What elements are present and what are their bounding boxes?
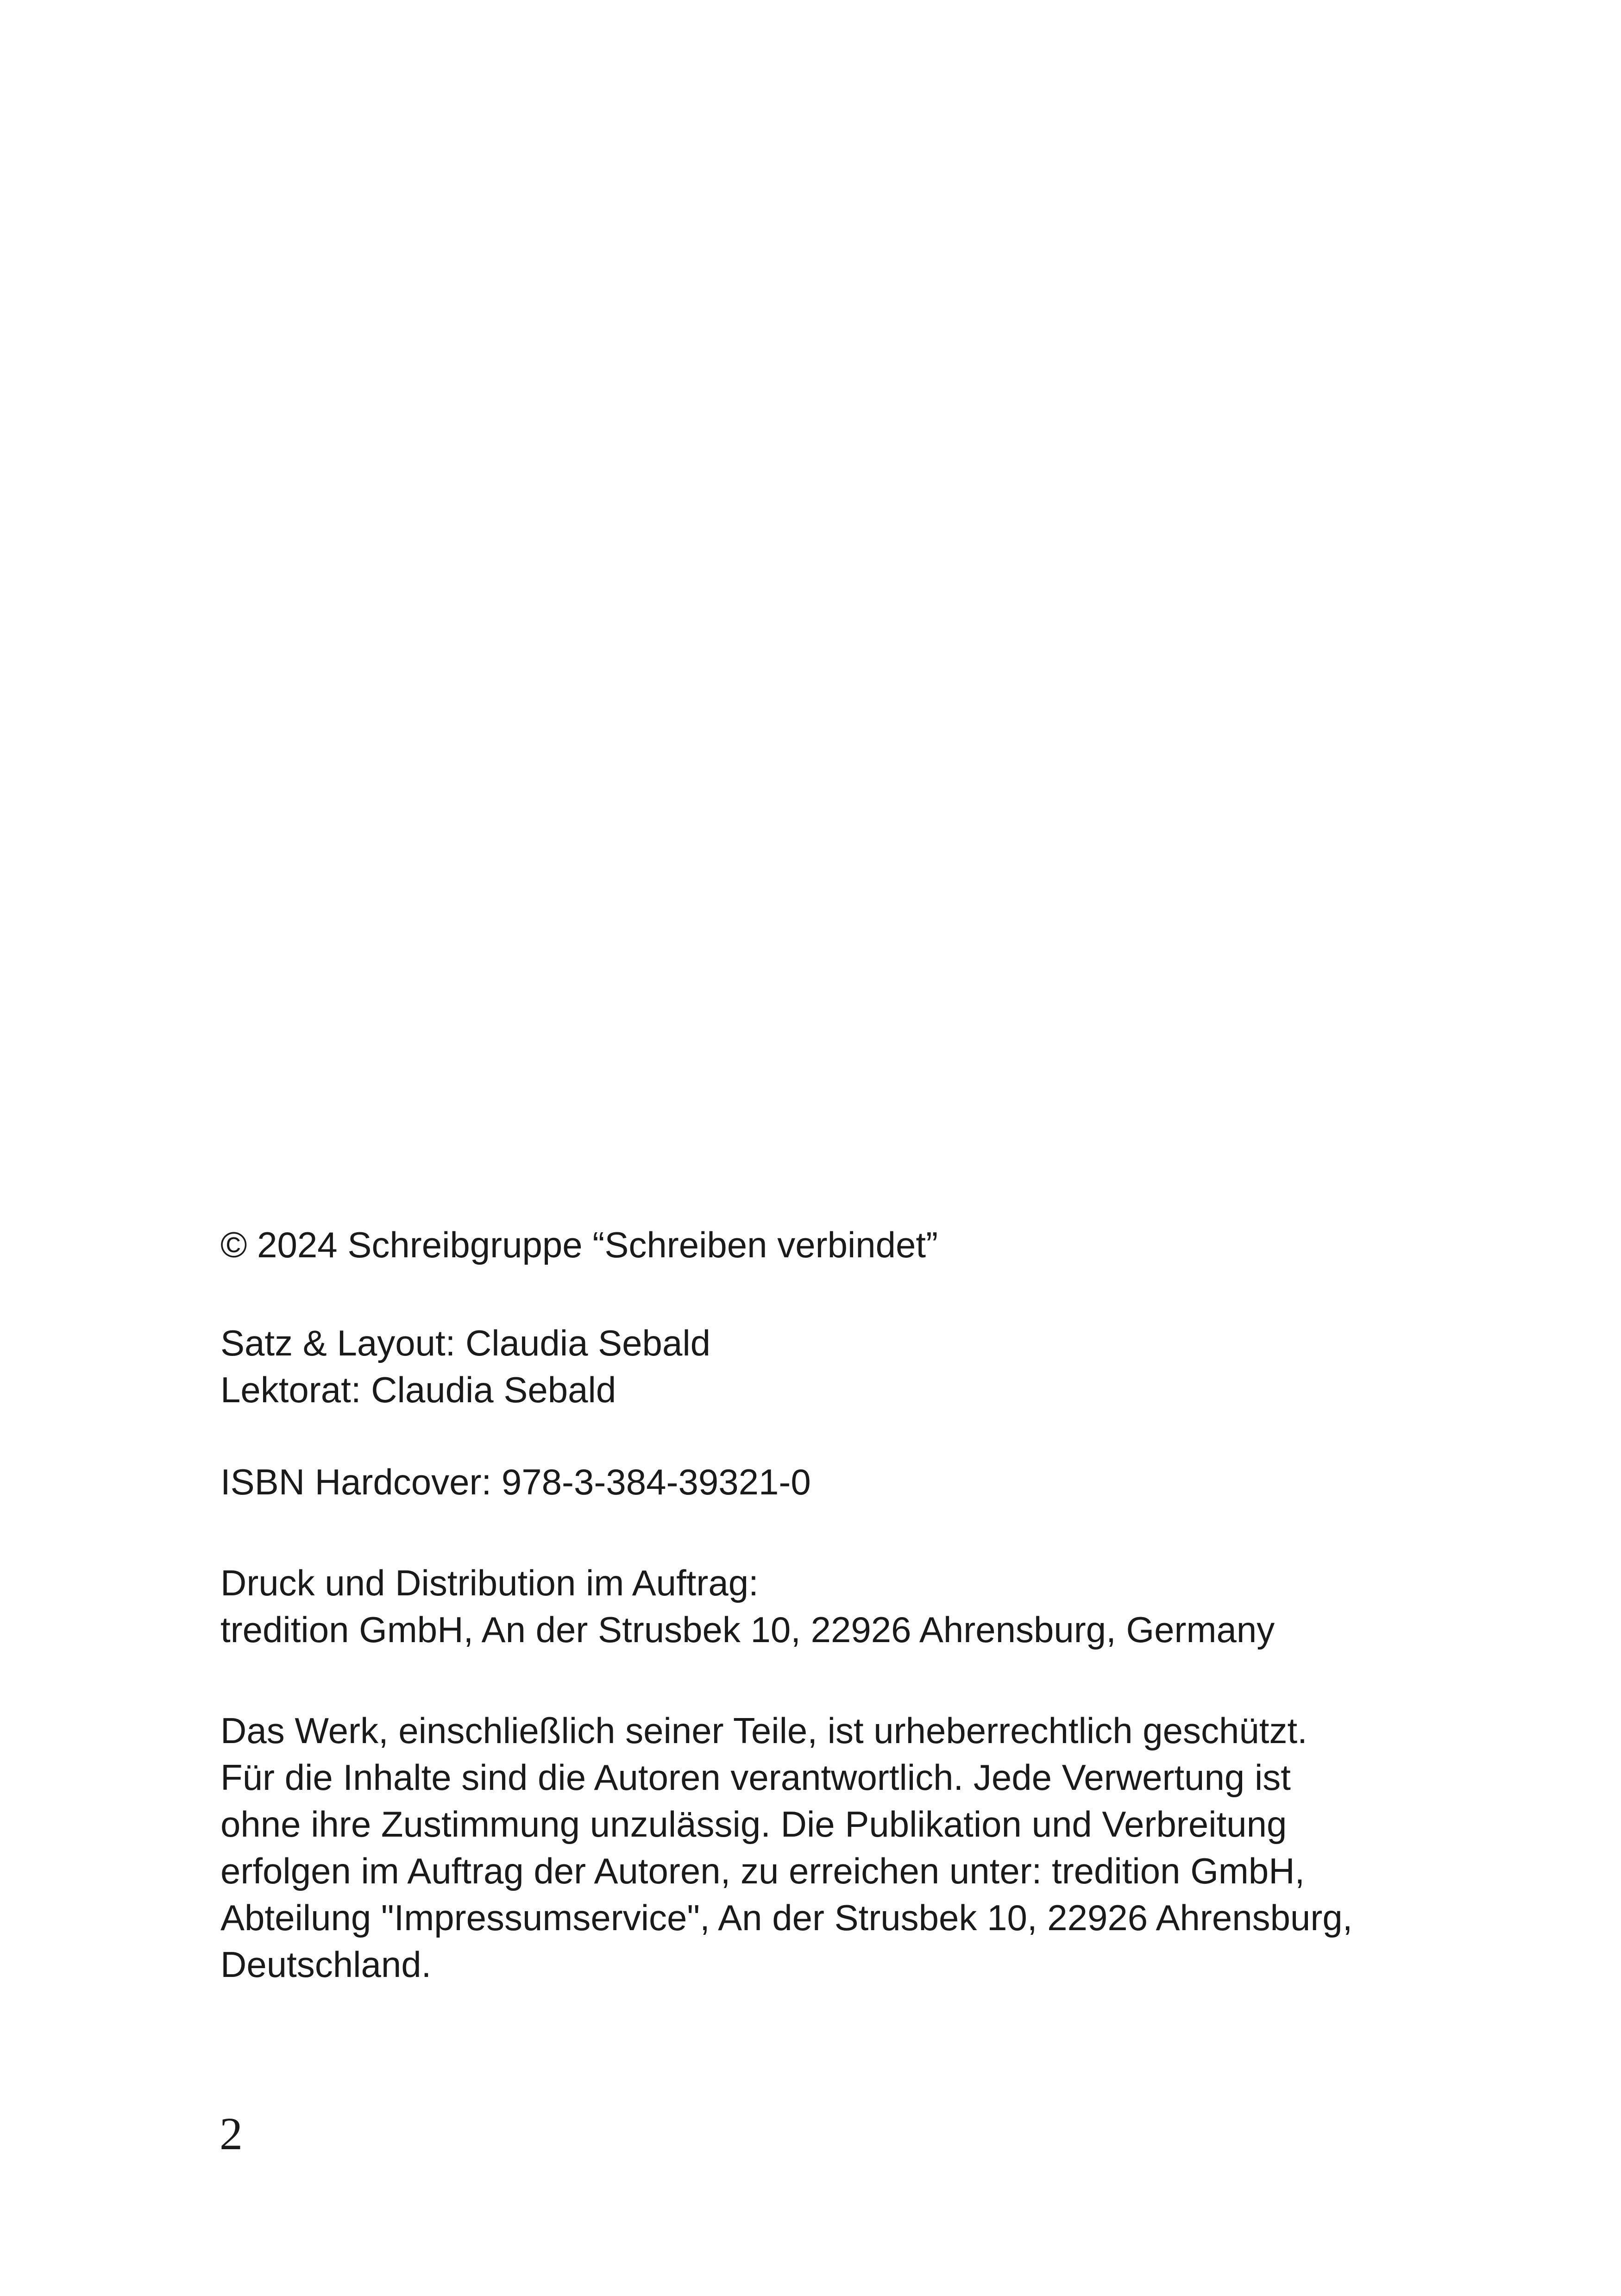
imprint <box>220 1222 1480 1988</box>
legal-line: erfolgen im Auftrag der Autoren, zu erreichen unter: tredition GmbH, <box>220 1851 1305 1891</box>
copyright-notice <box>220 1222 1480 1268</box>
print-heading: Druck und Distribution im Auftrag: <box>220 1562 759 1603</box>
isbn-line: ISBN Hardcover: 978-3-384-39321-0 <box>220 1462 811 1502</box>
print-address: tredition GmbH, An der Strusbek 10, 22926 Ahrensburg, Germany <box>220 1609 1275 1650</box>
legal-line: Abteilung "Impressumservice", An der Strusbek 10, 22926 Ahrensburg, <box>220 1897 1353 1938</box>
page-number: 2 <box>220 2108 243 2159</box>
legal-line: ohne ihre Zustimmung unzulässig. Die Publikation und Verbreitung <box>220 1804 1287 1844</box>
legal-line: Das Werk, einschließlich seiner Teile, ist urheberrechtlich geschützt. <box>220 1710 1307 1751</box>
publisher-block <box>220 1560 1480 1653</box>
legal-line: Für die Inhalte sind die Autoren verantwortlich. Jede Verwertung ist <box>220 1757 1291 1798</box>
legal-line: Deutschland. <box>220 1944 432 1985</box>
layout-credit: Satz & Layout: Claudia Sebald <box>220 1323 711 1363</box>
credits <box>220 1320 1480 1413</box>
copyright-line: © 2024 Schreibgruppe “Schreiben verbindet” <box>220 1224 938 1265</box>
isbn-block <box>220 1459 1480 1506</box>
legal-notice <box>220 1707 1480 1988</box>
editing-credit: Lektorat: Claudia Sebald <box>220 1369 616 1410</box>
